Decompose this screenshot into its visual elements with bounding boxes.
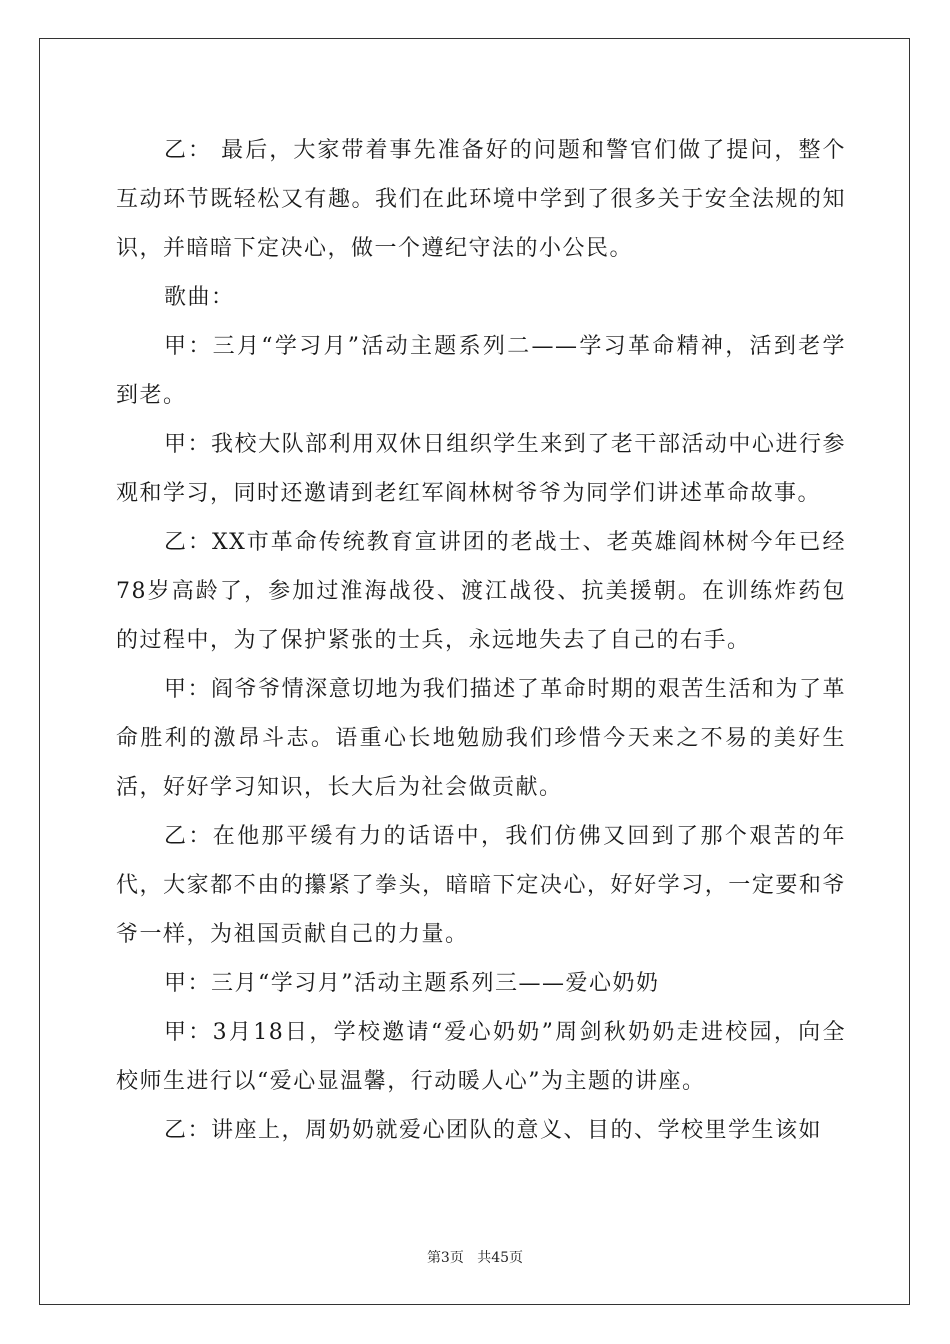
paragraph: 甲：三月“学习月”活动主题系列二——学习革命精神，活到老学到老。 bbox=[116, 334, 846, 408]
paragraph: 乙： 最后，大家带着事先准备好的问题和警官们做了提问，整个互动环节既轻松又有趣。我们在此环境中学到了很多关于安全法规的知识，并暗暗下定决心，做一个遵纪守法的小公民。 bbox=[116, 138, 846, 261]
paragraph: 乙：XX市革命传统教育宣讲团的老战士、老英雄阎林树今年已经78岁高龄了，参加过淮海战役、渡江战役、抗美援朝。在训练炸药包的过程中，为了保护紧张的士兵，永远地失去了自己的右手。 bbox=[116, 530, 846, 653]
paragraph: 歌曲： bbox=[164, 285, 235, 310]
document-body bbox=[116, 126, 846, 1155]
paragraph: 甲：我校大队部利用双休日组织学生来到了老干部活动中心进行参观和学习，同时还邀请到老红军阎林树爷爷为同学们讲述革命故事。 bbox=[116, 432, 846, 506]
paragraph: 乙：讲座上，周奶奶就爱心团队的意义、目的、学校里学生该如 bbox=[164, 1118, 823, 1143]
paragraph: 乙：在他那平缓有力的话语中，我们仿佛又回到了那个艰苦的年代，大家都不由的攥紧了拳头，暗暗下定决心，好好学习，一定要和爷爷一样，为祖国贡献自己的力量。 bbox=[116, 824, 846, 947]
paragraph: 甲：三月“学习月”活动主题系列三——爱心奶奶 bbox=[164, 971, 660, 996]
paragraph: 甲：阎爷爷情深意切地为我们描述了革命时期的艰苦生活和为了革命胜利的激昂斗志。语重心长地勉励我们珍惜今天来之不易的美好生活，好好学习知识，长大后为社会做贡献。 bbox=[116, 677, 846, 800]
page-footer bbox=[0, 1247, 950, 1267]
paragraph: 甲：3月18日，学校邀请“爱心奶奶”周剑秋奶奶走进校园，向全校师生进行以“爱心显温馨，行动暖人心”为主题的讲座。 bbox=[116, 1020, 846, 1094]
page-number: 第3页 bbox=[426, 1250, 464, 1266]
page-total: 共45页 bbox=[477, 1250, 524, 1266]
